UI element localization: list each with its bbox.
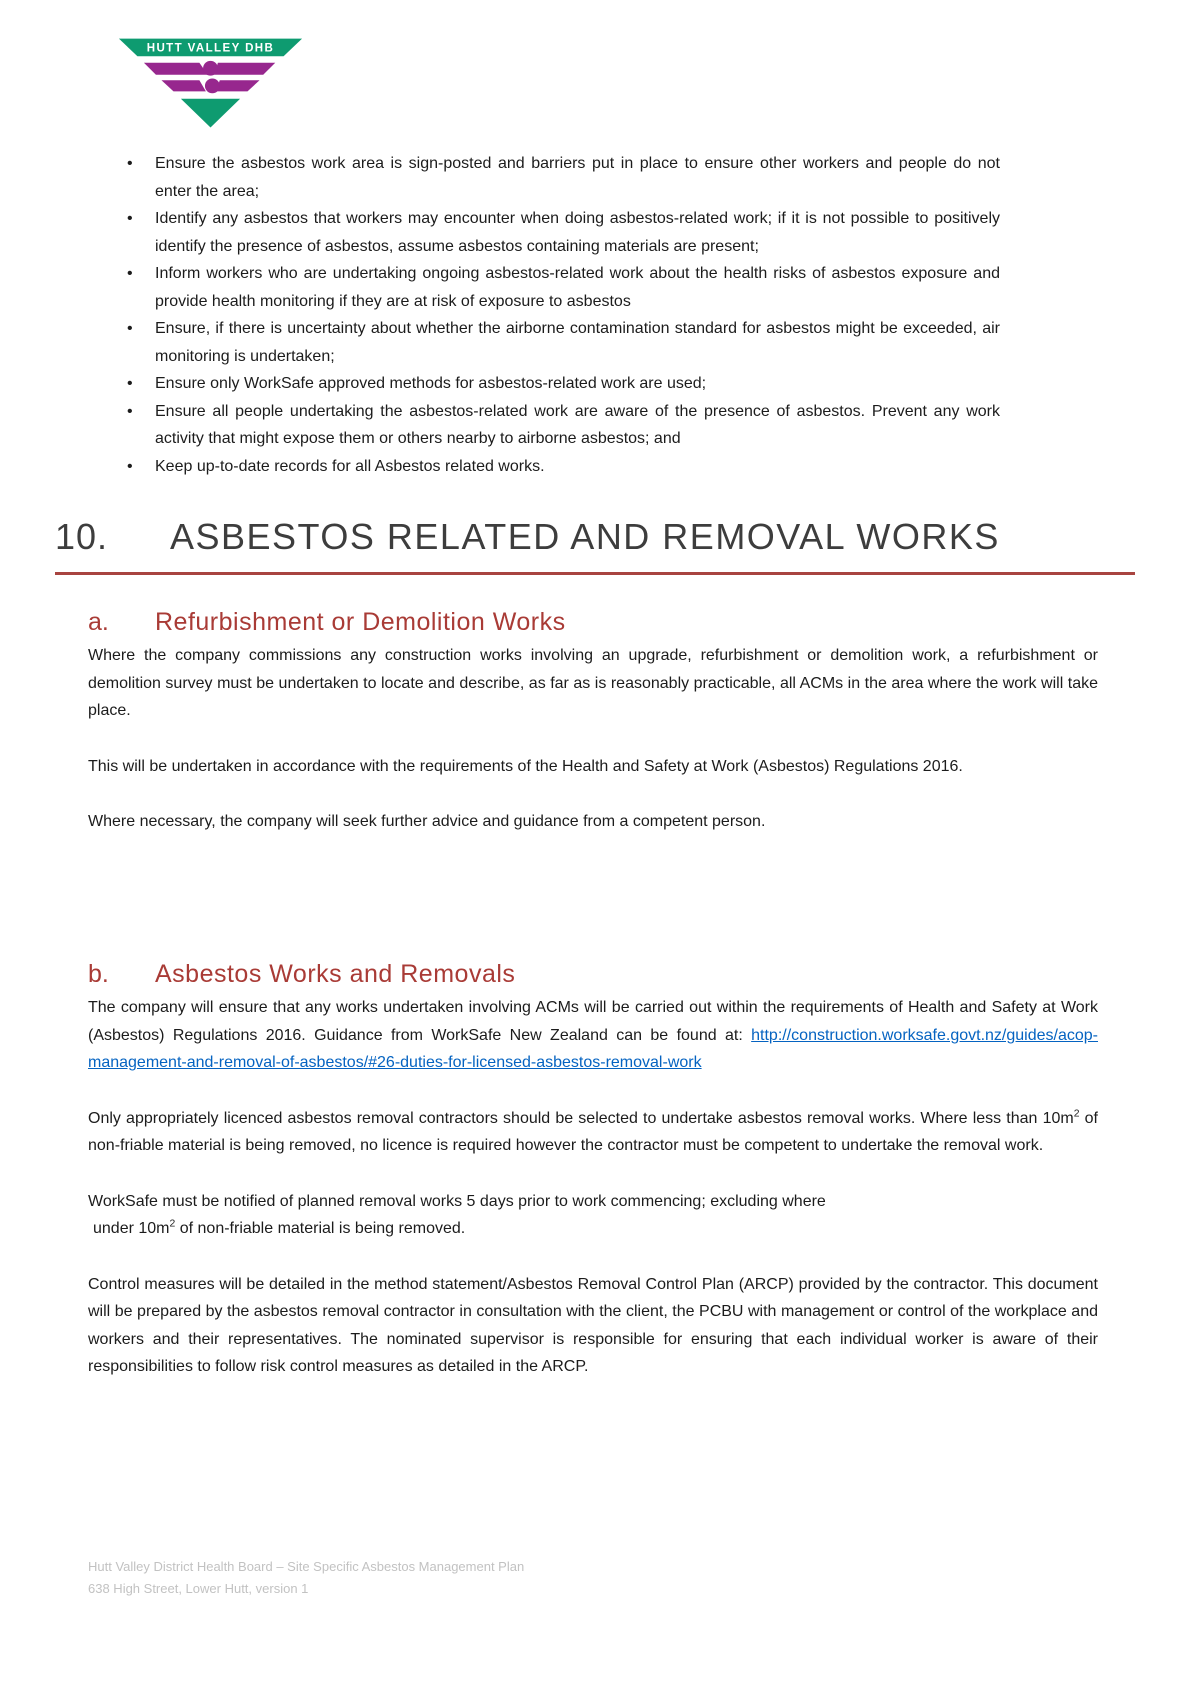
subsection-title: Asbestos Works and Removals [155,960,516,988]
paragraph-with-link [88,994,1098,1077]
subsection-a-block [88,608,1098,836]
bullet-icon: • [127,265,133,282]
subsection-a-heading [88,608,1098,637]
section-title: ASBESTOS RELATED AND REMOVAL WORKS [170,516,1000,557]
bullet-text: Identify any asbestos that workers may encounter when doing asbestos-related work; if it is not possible to positively identify the presence of asbestos, assume asbestos containing materials are present; [155,210,1000,255]
subsection-title: Refurbishment or Demolition Works [155,608,566,636]
bullet-text: Keep up-to-date records for all Asbestos related works. [155,457,545,475]
bullet-icon: • [127,402,133,420]
paragraph-text: Only appropriately licenced asbestos removal contractors should be selected to undertake asbestos removal works. Where less than 10m [88,1109,1074,1127]
section-10-block [55,516,1135,575]
bullet-item [88,370,1098,398]
superscript: 2 [1073,1108,1080,1120]
bullet-text: Ensure all people undertaking the asbestos-related work are aware of the presence of asbestos. Prevent any work activity that might expose them or others nearby to airborne asbestos; and [155,402,1000,447]
bullet-item [88,260,1098,315]
paragraph: This will be undertaken in accordance with the requirements of the Health and Safety at Work (Asbestos) Regulations 2016. [88,757,963,775]
hutt-valley-dhb-logo-icon [118,36,303,132]
logo-banner-text: HUTT VALLEY DHB [146,42,275,55]
bullet-icon: • [127,320,133,337]
duties-bullet-list [88,150,1098,480]
hutt-valley-dhb-logo [118,36,303,132]
bullet-text: Inform workers who are undertaking ongoing asbestos-related work about the health risks of asbestos exposure and provide health monitoring if they are at risk of exposure to asbestos [155,265,1000,310]
section-number: 10. [55,516,109,557]
paragraph [88,1188,1098,1243]
paragraph: Where the company commissions any construction works involving an upgrade, refurbishment or demolition work, a refurbishment or demolition survey must be undertaken to locate and describe, as far as is reasonably practicable, all ACMs in the area where the work will take place. [88,647,1098,719]
superscript: 2 [169,1218,176,1230]
duties-bullet-list-block [88,150,1098,480]
section-10-heading [55,516,1135,558]
bullet-item [88,315,1098,370]
paragraph: Control measures will be detailed in the method statement/Asbestos Removal Control Plan (ARCP) provided by the contractor. This document will be prepared by the asbestos removal contractor in consultation with the client, the PCBU with management or control of the workplace and workers and their representatives. The nominated supervisor is responsible for ensuring that each individual worker is aware of their responsibilities to follow risk control measures as detailed in the ARCP. [88,1275,1098,1375]
subsection-letter: b. [88,960,109,988]
paragraph: Where necessary, the company will seek further advice and guidance from a competent person. [88,813,766,830]
bullet-icon: • [127,457,133,475]
paragraph [88,1105,1098,1160]
paragraph-text: of non-friable material is being removed, no licence is required however the contractor must be competent to undertake the removal work. [88,1109,1098,1154]
bullet-item [88,205,1098,260]
bullet-icon: • [127,155,133,172]
section-heading-rule [55,572,1135,575]
bullet-text: Ensure only WorkSafe approved methods for asbestos-related work are used; [155,375,707,392]
subsection-b-heading [88,960,1098,989]
bullet-text: Ensure the asbestos work area is sign-posted and barriers put in place to ensure other workers and people do not enter the area; [155,155,1000,200]
worksafe-guidance-link[interactable]: http://construction.worksafe.govt.nz/guides/acop-management-and-removal-of-asbestos/#26-duties-for-licensed-asbestos-removal-work [88,1026,1098,1071]
footer-line-2: 638 High Street, Lower Hutt, version 1 [88,1581,309,1596]
paragraph-text: WorkSafe must be notified of planned removal works 5 days prior to work commencing; excluding where [88,1192,826,1210]
bullet-icon: • [127,375,133,392]
bullet-item [88,150,1098,205]
subsection-letter: a. [88,608,109,636]
bullet-item [88,398,1098,453]
bullet-icon: • [127,210,133,227]
page-footer [88,1556,988,1600]
subsection-b-block [88,960,1098,1381]
footer-line-1: Hutt Valley District Health Board – Site Specific Asbestos Management Plan [88,1559,525,1574]
bullet-text: Ensure, if there is uncertainty about whether the airborne contamination standard for asbestos might be exceeded, air monitoring is undertaken; [155,320,1000,365]
bullet-item [88,453,1098,481]
paragraph-text: under $10m^2$ of non-friable material is being removed. [93,1218,466,1237]
paragraph-text: The company will ensure that any works undertaken involving ACMs will be carried out within the requirements of Health and Safety at Work (Asbestos) Regulations 2016. Guidance from WorkSafe New Zealand can be found at: [88,999,1098,1044]
